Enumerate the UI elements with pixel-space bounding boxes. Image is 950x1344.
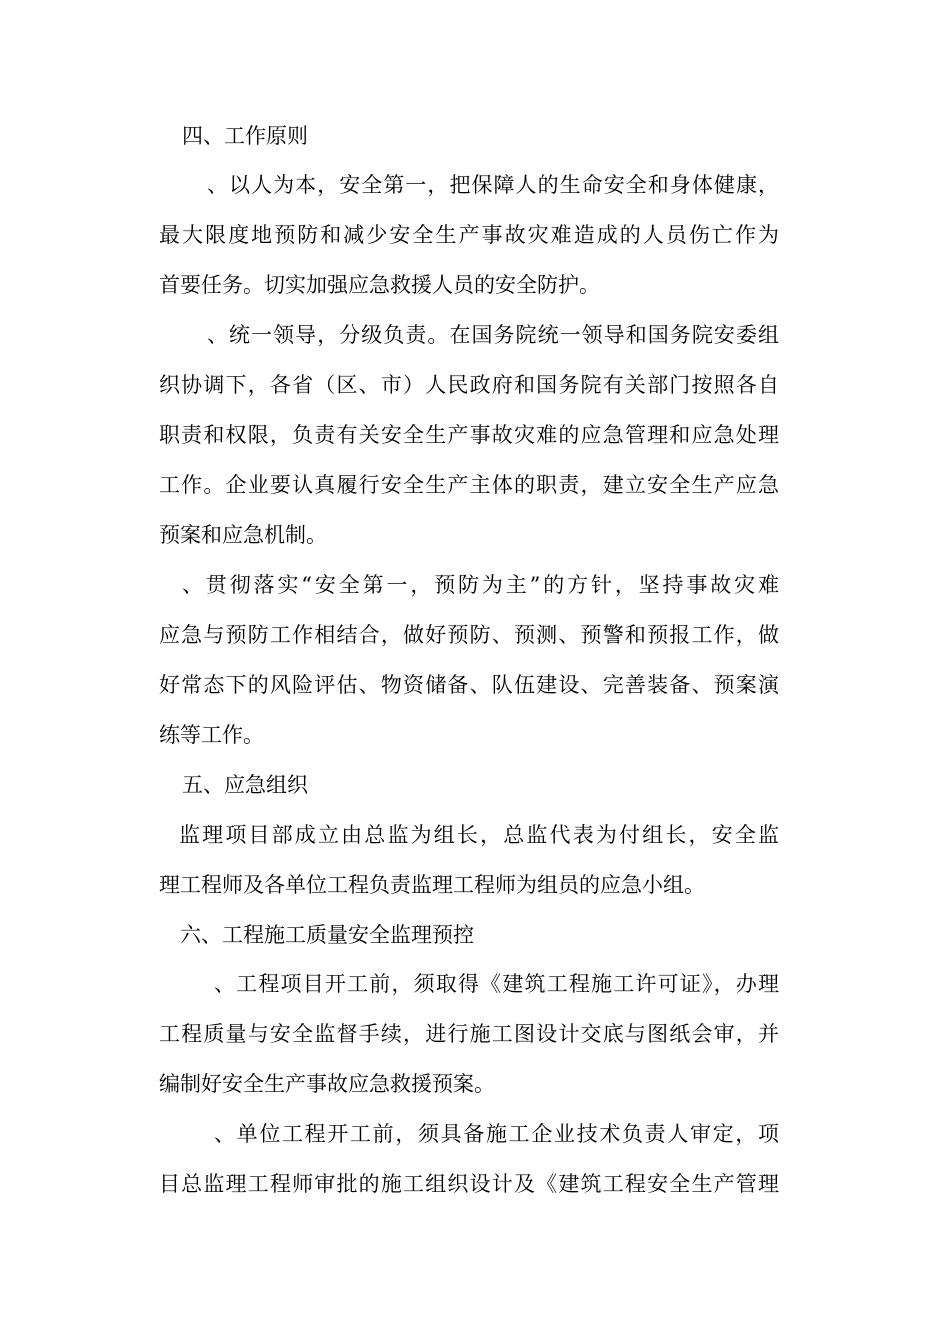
paragraph-line: 、单位工程开工前，须具备施工企业技术负责人审定，项: [214, 1122, 779, 1146]
paragraph-line: 、统一领导，分级负责。在国务院统一领导和国务院安委组: [207, 323, 779, 347]
paragraph-line: 好常态下的风险评估、物资储备、队伍建设、完善装备、预案演: [159, 673, 779, 697]
paragraph-line: 工程质量与安全监督手续，进行施工图设计交底与图纸会审，并: [159, 1022, 779, 1046]
paragraph-line: 职责和权限，负责有关安全生产事故灾难的应急管理和应急处理: [159, 423, 779, 447]
section-heading-emergency-organization: 五、应急组织: [182, 773, 308, 797]
paragraph-line: 目总监理工程师审批的施工组织设计及《建筑工程安全生产管理: [159, 1172, 779, 1196]
paragraph-line: 首要任务。切实加强应急救援人员的安全防护。: [159, 273, 600, 297]
paragraph-line: 理工程师及各单位工程负责监理工程师为组员的应急小组。: [159, 873, 705, 897]
paragraph-line: 、贯彻落实“安全第一，预防为主”的方针，坚持事故灾难: [182, 573, 779, 597]
paragraph-line: 编制好安全生产事故应急救援预案。: [159, 1072, 495, 1096]
paragraph-line: 织协调下，各省（区、市）人民政府和国务院有关部门按照各自: [159, 373, 779, 397]
paragraph-line: 预案和应急机制。: [159, 523, 327, 547]
paragraph-line: 监理项目部成立由总监为组长，总监代表为付组长，安全监: [179, 823, 779, 847]
paragraph-line: 、工程项目开工前，须取得《建筑工程施工许可证》，办理: [214, 972, 779, 996]
section-heading-quality-safety-control: 六、工程施工质量安全监理预控: [180, 923, 474, 947]
paragraph-line: 、以人为本，安全第一，把保障人的生命安全和身体健康，: [207, 173, 779, 197]
paragraph-line: 应急与预防工作相结合，做好预防、预测、预警和预报工作，做: [159, 623, 779, 647]
paragraph-line: 最大限度地预防和减少安全生产事故灾难造成的人员伤亡作为: [159, 223, 779, 247]
paragraph-line: 工作。企业要认真履行安全生产主体的职责，建立安全生产应急: [159, 473, 779, 497]
section-heading-work-principles: 四、工作原则: [182, 124, 308, 148]
paragraph-line: 练等工作。: [159, 723, 264, 747]
